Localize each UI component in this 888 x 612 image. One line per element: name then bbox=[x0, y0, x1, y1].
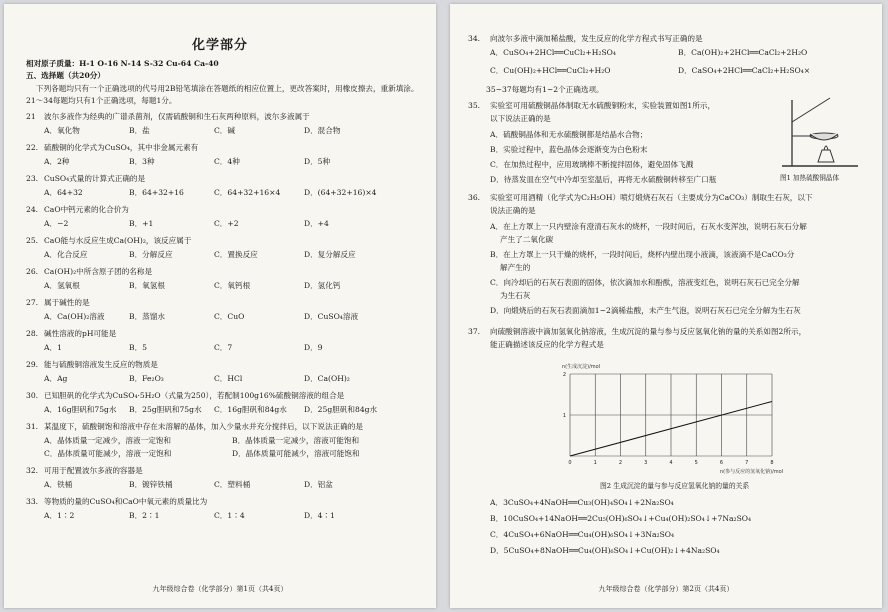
chart-grid bbox=[570, 374, 772, 456]
page-left bbox=[4, 4, 436, 608]
x-tick-label: 4 bbox=[669, 460, 673, 466]
option: A．16g胆矾和75g水 bbox=[44, 405, 117, 414]
question-number: 36. bbox=[468, 193, 481, 202]
option: B．25g胆矾和75g水 bbox=[129, 405, 202, 414]
x-tick-label: 2 bbox=[618, 460, 623, 466]
question-number: 32. bbox=[26, 466, 39, 475]
heating-apparatus-figure bbox=[778, 92, 864, 172]
question-number: 27. bbox=[26, 298, 39, 307]
option: D．混合物 bbox=[304, 126, 341, 135]
option: A．Ca(OH)₂溶液 bbox=[44, 312, 105, 321]
option: A．1 bbox=[44, 343, 62, 352]
option: B．镀锌铁桶 bbox=[129, 480, 173, 489]
x-tick-label: 7 bbox=[745, 460, 749, 466]
question-number: 31. bbox=[26, 422, 39, 431]
option: D．铝盆 bbox=[304, 480, 333, 489]
option: A．铁桶 bbox=[44, 480, 73, 489]
option: A．硫酸铜晶体和无水硫酸铜都是结晶水合物； bbox=[490, 130, 648, 139]
option: C．氧钙根 bbox=[214, 281, 251, 290]
option-continued: 解产生的 bbox=[500, 263, 531, 272]
option: B．在上方罩上一只干燥的烧杯，一段时间后，烧杯内壁出现小液滴，该液滴不是CaCO₃分 bbox=[490, 250, 795, 259]
x-tick-label: 6 bbox=[719, 460, 724, 466]
option: D．晶体质量可能减少，溶液可能饱和 bbox=[232, 449, 360, 458]
option: B．2∶1 bbox=[129, 511, 160, 520]
page-footer: 九年级综合卷（化学部分）第2页（共4页） bbox=[598, 585, 734, 593]
atomic-masses: 相对原子质量：H-1 O-16 N-14 S-32 Cu-64 Ca-40 bbox=[26, 59, 219, 68]
precipitate-chart bbox=[550, 356, 790, 476]
option: D．25g胆矾和84g水 bbox=[304, 405, 378, 414]
question-text: 向硫酸铜溶液中滴加氢氧化钠溶液，生成沉淀的量与参与反应氢氧化钠的量的关系如图2所示， bbox=[490, 327, 807, 336]
question-text: 说法正确的是 bbox=[490, 206, 536, 215]
option: C．在加热过程中，应用玻璃棒不断搅拌固体，避免固体飞溅 bbox=[490, 160, 694, 169]
chart-ticks bbox=[563, 372, 774, 466]
instruction-2: 21～34每题均只有1个正确选项，每题1分。 bbox=[26, 96, 177, 105]
instruction-1: 下列各题均只有一个正确选项的代号用2B铅笔填涂在答题纸的相应位置上，更改答案时，用橡皮擦去，重新填涂。 bbox=[36, 84, 419, 93]
option: C．晶体质量可能减少，溶液一定饱和 bbox=[44, 449, 172, 458]
figure-caption: 图2 生成沉淀的量与参与反应氢氧化钠的量的关系 bbox=[600, 482, 750, 490]
option: B．3种 bbox=[129, 157, 155, 166]
question-text: 硫酸铜的化学式为CuSO₄，其中非金属元素有 bbox=[44, 143, 199, 152]
question-number: 21 bbox=[26, 112, 36, 121]
option: A．2种 bbox=[44, 157, 70, 166]
question-text: 实验室可用硫酸铜晶体制取无水硫酸铜粉末，实验装置如图1所示， bbox=[490, 101, 716, 110]
option: D．氢化钙 bbox=[304, 281, 341, 290]
x-axis-label: n(参与反应的氢氧化钠)/mol bbox=[720, 469, 784, 475]
question-number: 26. bbox=[26, 267, 39, 276]
option: B．64+32+16 bbox=[129, 188, 184, 197]
question-text: 属于碱性的是 bbox=[44, 298, 90, 307]
option: D．5种 bbox=[304, 157, 331, 166]
question-text: Ca(OH)₂中所含原子团的名称是 bbox=[44, 267, 153, 276]
question-number: 35. bbox=[468, 101, 481, 110]
option: A．64+32 bbox=[44, 188, 83, 197]
option: D．5CuSO₄+8NaOH══Cu₄(OH)₆SO₄↓+Cu(OH)₂↓+4Na₂SO₄ bbox=[490, 546, 720, 555]
question-text: 碱性溶液的pH可能是 bbox=[44, 329, 117, 338]
section-heading: 五、选择题（共20分） bbox=[26, 71, 105, 80]
question-number: 23. bbox=[26, 174, 39, 183]
option: C．CuO bbox=[214, 312, 245, 321]
question-number: 25. bbox=[26, 236, 39, 245]
option: D．4∶1 bbox=[304, 511, 335, 520]
option: A．CuSO₄+2HCl══CuCl₂+H₂SO₄ bbox=[490, 48, 616, 57]
option: C．向冷却后的石灰石表面的固体，依次滴加水和酚酞，溶液变红色，说明石灰石已完全分解 bbox=[490, 278, 800, 287]
option: C．塑料桶 bbox=[214, 480, 251, 489]
question-text: 波尔多液作为经典的广谱杀菌剂，仅需硫酸铜和生石灰两种原料，波尔多液属于 bbox=[44, 112, 310, 121]
question-number: 22. bbox=[26, 143, 39, 152]
option-continued: 为生石灰 bbox=[500, 291, 531, 300]
option-continued: 产生了二氧化碳 bbox=[500, 235, 554, 244]
option: B．盐 bbox=[129, 126, 150, 135]
question-number: 37. bbox=[468, 327, 481, 336]
page-footer: 九年级综合卷（化学部分）第1页（共4页） bbox=[152, 585, 288, 593]
x-tick-label: 0 bbox=[568, 460, 572, 466]
y-axis-label: n(生成沉淀)/mol bbox=[562, 364, 601, 370]
y-tick-label: 1 bbox=[562, 413, 566, 419]
question-text: 等物质的量的CuSO₄和CaO中氧元素的质量比为 bbox=[44, 497, 208, 506]
option: B．Ca(OH)₂+2HCl══CaCl₂+2H₂O bbox=[678, 48, 808, 57]
option: A．1∶2 bbox=[44, 511, 75, 520]
option: B．实验过程中，蓝色晶体会逐渐变为白色粉末 bbox=[490, 145, 648, 154]
option: C．置换反应 bbox=[214, 250, 258, 259]
option: B．蒸馏水 bbox=[129, 312, 165, 321]
option: C．碱 bbox=[214, 126, 235, 135]
question-text: CaO中钙元素的化合价为 bbox=[44, 205, 129, 214]
question-text: 可用于配置波尔多液的容器是 bbox=[44, 466, 143, 475]
figure-caption: 图1 加热硫酸铜晶体 bbox=[780, 174, 840, 182]
option: A．−2 bbox=[44, 219, 69, 228]
y-tick-label: 2 bbox=[562, 372, 566, 378]
option: C．+2 bbox=[214, 219, 239, 228]
option: B．氧氢根 bbox=[129, 281, 165, 290]
option: C．HCl bbox=[214, 374, 243, 383]
option: D．9 bbox=[304, 343, 323, 352]
page-right bbox=[450, 4, 882, 608]
option: A．Ag bbox=[44, 374, 68, 383]
x-tick-label: 3 bbox=[644, 460, 648, 466]
option: C．4种 bbox=[214, 157, 240, 166]
option: D．+4 bbox=[304, 219, 329, 228]
question-text: 向波尔多液中滴加稀盐酸，发生反应的化学方程式书写正确的是 bbox=[490, 34, 703, 43]
option: B．+1 bbox=[129, 219, 154, 228]
option: B．5 bbox=[129, 343, 148, 352]
question-text: 能正确描述该反应的化学方程式是 bbox=[490, 340, 604, 349]
option: C．7 bbox=[214, 343, 233, 352]
question-text: 某温度下，硫酸铜饱和溶液中存在未溶解的晶体，加入少量水并充分搅拌后，以下说法正确的是 bbox=[44, 422, 363, 431]
option: A．在上方罩上一只内壁涂有澄清石灰水的烧杯，一段时间后，石灰水变浑浊，说明石灰石分解 bbox=[490, 222, 807, 231]
option: D．向煅烧后的石灰石表面滴加1~2滴稀盐酸，未产生气泡，说明石灰石已完全分解为生石灰 bbox=[490, 306, 801, 315]
question-text: 实验室可用酒精（化学式为C₂H₅OH）喷灯煅烧石灰石（主要成分为CaCO₃）制取生石灰，以下 bbox=[490, 193, 813, 202]
note: 35~37每题均有1~2个正确选项。 bbox=[486, 85, 604, 94]
question-number: 28. bbox=[26, 329, 39, 338]
question-number: 30. bbox=[26, 391, 39, 400]
question-number: 33. bbox=[26, 497, 39, 506]
question-number: 24. bbox=[26, 205, 39, 214]
option: C．1∶4 bbox=[214, 511, 245, 520]
option: D．(64+32+16)×4 bbox=[304, 188, 377, 197]
question-number: 29. bbox=[26, 360, 39, 369]
option: C．16g胆矾和84g水 bbox=[214, 405, 287, 414]
option: D．CuSO₄溶液 bbox=[304, 312, 359, 321]
x-tick-label: 8 bbox=[770, 460, 774, 466]
option: C．4CuSO₄+6NaOH══Cu₄(OH)₆SO₄↓+3Na₂SO₄ bbox=[490, 530, 675, 539]
x-tick-label: 1 bbox=[593, 460, 597, 466]
option: C．64+32+16×4 bbox=[214, 188, 281, 197]
question-text: CuSO₄式量的计算式正确的是 bbox=[44, 174, 146, 183]
option: D．Ca(OH)₂ bbox=[304, 374, 350, 383]
option: D．待蒸发皿在空气中冷却至室温后，再将无水硫酸铜转移至广口瓶 bbox=[490, 175, 717, 184]
option: D．复分解反应 bbox=[304, 250, 356, 259]
question-text: 已知胆矾的化学式为CuSO₄·5H₂O（式量为250），若配制100g16%硫酸铜溶液的组合是 bbox=[44, 391, 345, 400]
option: A．3CuSO₄+4NaOH══Cu₃(OH)₄SO₄↓+2Na₂SO₄ bbox=[490, 498, 674, 507]
option: C．Cu(OH)₂+HCl══CuCl₂+H₂O bbox=[490, 66, 611, 75]
option: A．氧化物 bbox=[44, 126, 80, 135]
option: B．Fe₂O₃ bbox=[129, 374, 164, 383]
question-number: 34. bbox=[468, 34, 481, 43]
option: B．分解反应 bbox=[129, 250, 173, 259]
question-text: CaO能与水反应生成Ca(OH)₂，该反应属于 bbox=[44, 236, 192, 245]
option: A．化合反应 bbox=[44, 250, 88, 259]
question-text: 以下说法正确的是 bbox=[490, 114, 551, 123]
option: B．10CuSO₄+14NaOH══2Cu₅(OH)₆SO₄↓+Cu₄(OH)₂SO₄↓+7Na₂SO₄ bbox=[490, 514, 752, 523]
option: A．氢氧根 bbox=[44, 281, 80, 290]
question-text: 能与硫酸铜溶液发生反应的物质是 bbox=[44, 360, 158, 369]
x-tick-label: 5 bbox=[694, 460, 698, 466]
option: D．CaSO₄+2HCl══CaCl₂+H₂SO₄× bbox=[678, 66, 811, 75]
option: B．晶体质量一定减少，溶液可能饱和 bbox=[232, 436, 360, 445]
option: A．晶体质量一定减少，溶液一定饱和 bbox=[44, 436, 171, 445]
page-title: 化学部分 bbox=[191, 38, 248, 53]
